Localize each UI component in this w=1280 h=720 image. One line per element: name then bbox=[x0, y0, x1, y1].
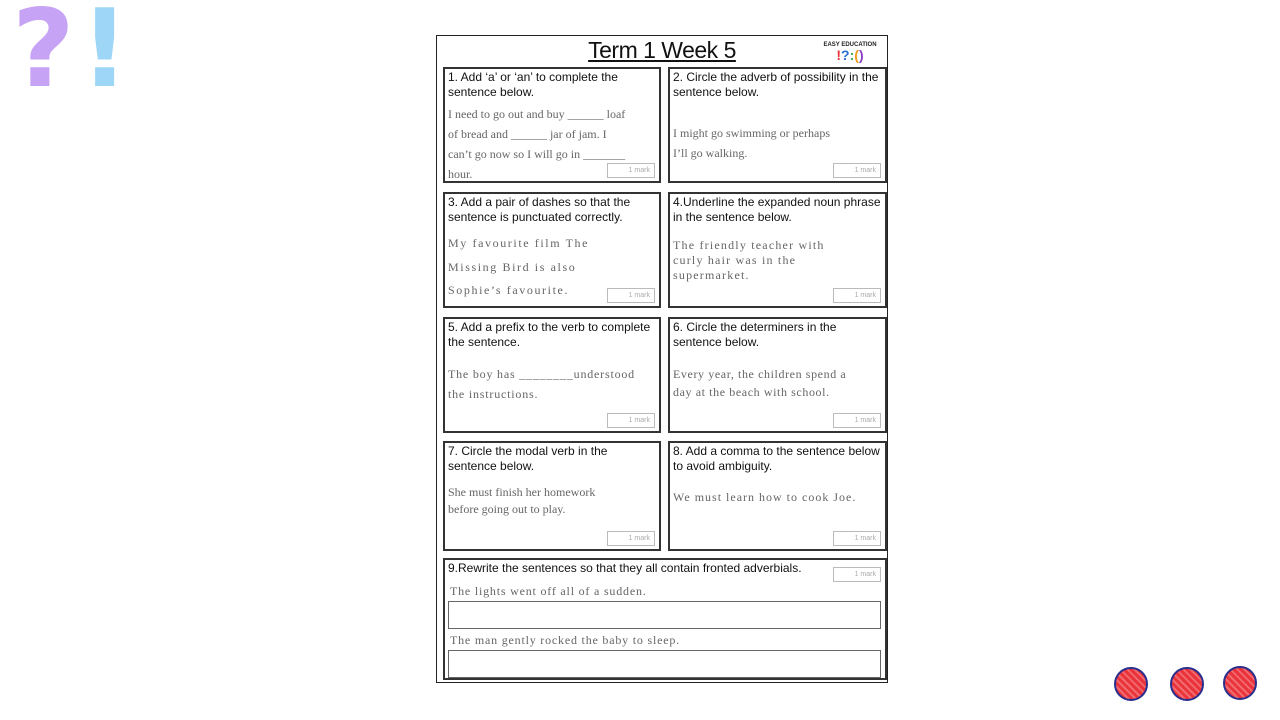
question-mark-decoration: ? bbox=[12, 0, 75, 112]
question-4-line: The friendly teacher with bbox=[673, 238, 825, 252]
question-2-line: I’ll go walking. bbox=[673, 146, 748, 160]
question-4-prompt: 4.Underline the expanded noun phrase in the sentence below. bbox=[673, 195, 881, 224]
question-1-line: I need to go out and buy ______ loaf bbox=[448, 107, 626, 121]
worksheet-title: Term 1 Week 5 bbox=[588, 37, 736, 63]
easy-education-logo bbox=[821, 42, 879, 62]
mark-box: 1 mark bbox=[833, 163, 881, 178]
question-3 bbox=[443, 192, 661, 308]
question-6-line: Every year, the children spend a bbox=[673, 367, 847, 381]
question-9-line: The man gently rocked the baby to sleep. bbox=[450, 633, 680, 647]
question-5 bbox=[443, 317, 661, 433]
question-4-line: supermarket. bbox=[673, 268, 750, 282]
question-5-prompt: 5. Add a prefix to the verb to complete the sentence. bbox=[448, 320, 651, 349]
question-1-line: hour. bbox=[448, 167, 473, 181]
logo-symbols: !?:() bbox=[836, 47, 864, 63]
mark-box: 1 mark bbox=[607, 413, 655, 428]
question-2 bbox=[668, 67, 887, 183]
question-7 bbox=[443, 441, 661, 551]
mark-box: 1 mark bbox=[607, 288, 655, 303]
question-8-line: We must learn how to cook Joe. bbox=[673, 490, 857, 504]
question-3-line: Sophie’s favourite. bbox=[448, 283, 570, 297]
question-6 bbox=[668, 317, 887, 433]
question-4 bbox=[668, 192, 887, 308]
question-6-line: day at the beach with school. bbox=[673, 385, 830, 399]
question-5-line: the instructions. bbox=[448, 387, 539, 401]
question-1-line: of bread and ______ jar of jam. I bbox=[448, 127, 607, 141]
question-6-prompt: 6. Circle the determiners in the sentence below. bbox=[673, 320, 837, 349]
question-5-line: The boy has ________understood bbox=[448, 367, 635, 381]
question-7-line: She must finish her homework bbox=[448, 485, 596, 499]
mark-box: 1 mark bbox=[833, 567, 881, 582]
question-3-prompt: 3. Add a pair of dashes so that the sentence is punctuated correctly. bbox=[448, 195, 631, 224]
question-2-prompt: 2. Circle the adverb of possibility in the sentence below. bbox=[673, 70, 879, 99]
question-3-line: Missing Bird is also bbox=[448, 260, 577, 274]
answer-box-2[interactable] bbox=[448, 650, 881, 678]
question-1-prompt: 1. Add ‘a’ or ‘an’ to complete the sentence below. bbox=[448, 70, 618, 99]
nav-dot-3[interactable] bbox=[1223, 666, 1257, 700]
mark-box: 1 mark bbox=[833, 288, 881, 303]
exclamation-mark-decoration: ! bbox=[80, 0, 130, 112]
question-9 bbox=[443, 558, 887, 680]
answer-box-1[interactable] bbox=[448, 601, 881, 629]
question-9-line: The lights went off all of a sudden. bbox=[450, 584, 647, 598]
question-7-prompt: 7. Circle the modal verb in the sentence below. bbox=[448, 444, 608, 473]
question-1-line: can’t go now so I will go in _______ bbox=[448, 147, 626, 161]
question-2-line: I might go swimming or perhaps bbox=[673, 126, 830, 140]
nav-dot-1[interactable] bbox=[1114, 667, 1148, 701]
nav-dot-2[interactable] bbox=[1170, 667, 1204, 701]
question-1 bbox=[443, 67, 661, 183]
question-9-prompt: 9.Rewrite the sentences so that they all contain fronted adverbials. bbox=[448, 561, 802, 575]
mark-box: 1 mark bbox=[607, 163, 655, 178]
mark-box: 1 mark bbox=[607, 531, 655, 546]
logo-text: EASY EDUCATION bbox=[823, 42, 877, 48]
question-8-prompt: 8. Add a comma to the sentence below to avoid ambiguity. bbox=[673, 444, 880, 473]
question-4-line: curly hair was in the bbox=[673, 253, 797, 267]
question-3-line: My favourite film The bbox=[448, 236, 590, 250]
question-7-line: before going out to play. bbox=[448, 502, 566, 516]
question-8 bbox=[668, 441, 887, 551]
mark-box: 1 mark bbox=[833, 413, 881, 428]
mark-box: 1 mark bbox=[833, 531, 881, 546]
worksheet bbox=[436, 35, 888, 683]
